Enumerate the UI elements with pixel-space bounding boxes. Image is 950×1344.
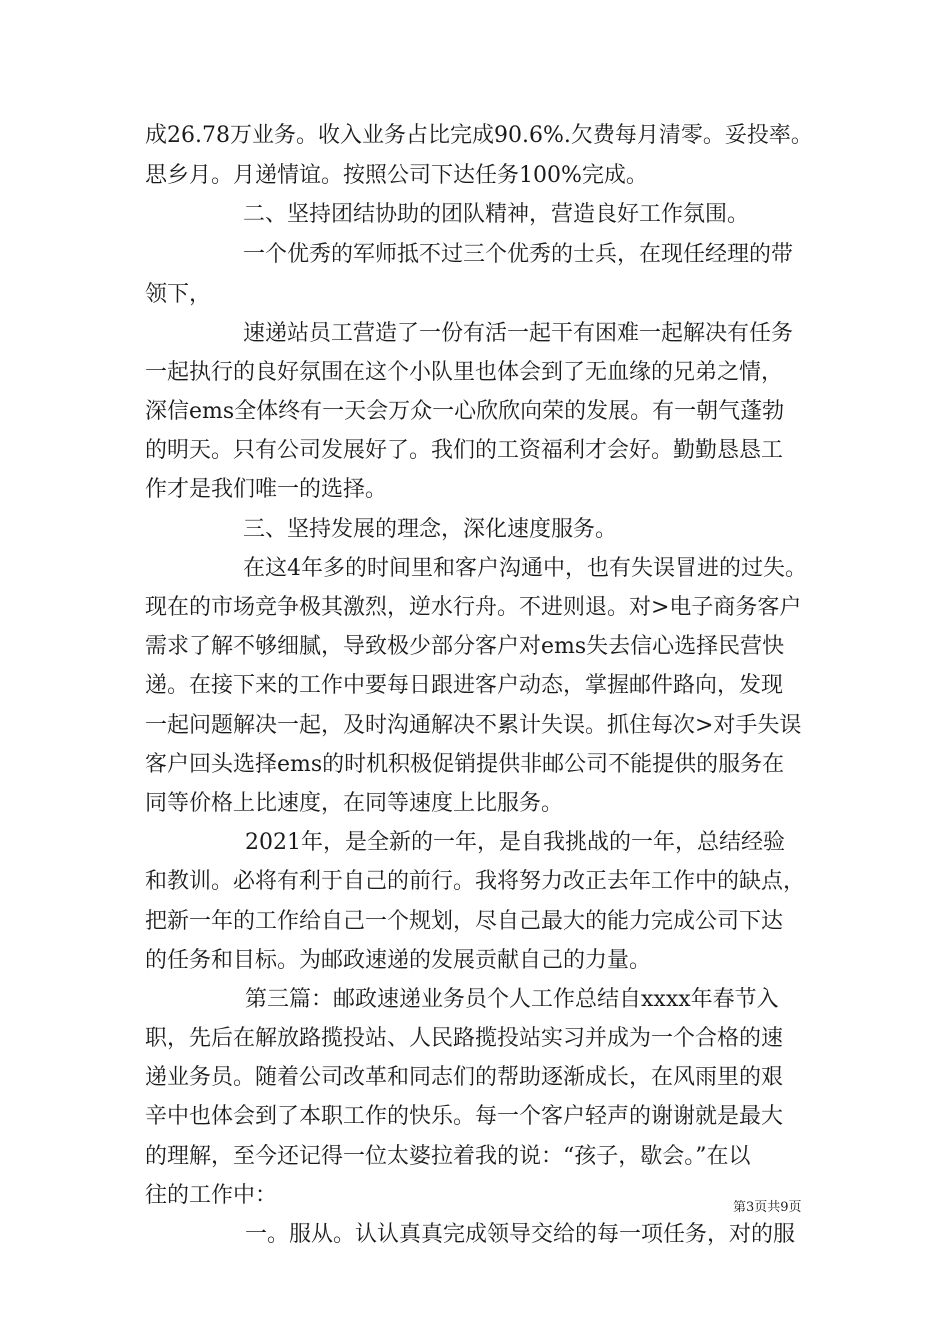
text-line-13: 现在的市场竞争极其激烈，逆水行舟。不进则退。对>电子商务客户 bbox=[145, 595, 802, 620]
text-line-8: 深信ems全体终有一天会万众一心欣欣向荣的发展。有一朝气蓬勃 bbox=[145, 399, 785, 424]
text-line-5: 领下， bbox=[145, 282, 212, 307]
text-line-26: 辛中也体会到了本职工作的快乐。每一个客户轻声的谢谢就是最大 bbox=[145, 1104, 784, 1129]
text-line-6: 速递站员工营造了一份有活一起干有困难一起解决有任务 bbox=[243, 321, 794, 346]
text-line-1: 成26.78万业务。收入业务占比完成90.6%.欠费每月清零。妥投率。 bbox=[145, 123, 813, 148]
page-number-footer: 第3页共9页 bbox=[733, 1200, 802, 1215]
text-line-18: 同等价格上比速度，在同等速度上比服务。 bbox=[145, 791, 564, 816]
text-line-25: 递业务员。随着公司改革和同志们的帮助逐渐成长，在风雨里的艰 bbox=[145, 1065, 784, 1090]
text-line-24: 职，先后在解放路揽投站、人民路揽投站实习并成为一个合格的速 bbox=[145, 1026, 784, 1051]
text-line-21: 把新一年的工作给自己一个规划，尽自己最大的能力完成公司下达 bbox=[145, 909, 784, 934]
text-line-14: 需求了解不够细腻，导致极少部分客户对ems失去信心选择民营快 bbox=[145, 634, 785, 659]
text-line-22: 的任务和目标。为邮政速递的发展贡献自己的力量。 bbox=[145, 948, 652, 973]
text-line-29: 一。服从。认认真真完成领导交给的每一项任务，对的服 bbox=[245, 1222, 796, 1247]
text-line-2: 思乡月。月递情谊。按照公司下达任务100%完成。 bbox=[145, 163, 648, 188]
text-line-4: 一个优秀的军师抵不过三个优秀的士兵，在现任经理的带 bbox=[243, 242, 794, 267]
text-line-15: 递。在接下来的工作中要每日跟进客户动态，掌握邮件路向，发现 bbox=[145, 673, 784, 698]
text-line-9: 的明天。只有公司发展好了。我们的工资福利才会好。勤勤恳恳工 bbox=[145, 438, 784, 463]
text-line-28: 往的工作中： bbox=[145, 1183, 278, 1208]
section-heading-part3: 第三篇：邮政速递业务员个人工作总结自xxxx年春节入 bbox=[245, 987, 779, 1012]
section-heading-2: 二、坚持团结协助的团队精神，营造良好工作氛围。 bbox=[243, 202, 750, 227]
text-line-17: 客户回头选择ems的时机积极促销提供非邮公司不能提供的服务在 bbox=[145, 752, 785, 777]
text-line-10: 作才是我们唯一的选择。 bbox=[145, 477, 388, 502]
text-line-12: 在这4年多的时间里和客户沟通中，也有失误冒进的过失。 bbox=[243, 556, 807, 581]
text-line-19: 2021年，是全新的一年，是自我挑战的一年，总结经验 bbox=[245, 830, 785, 855]
text-line-7: 一起执行的良好氛围在这个小队里也体会到了无血缘的兄弟之情， bbox=[145, 360, 784, 385]
text-line-16: 一起问题解决一起，及时沟通解决不累计失误。抓住每次>对手失误 bbox=[145, 713, 802, 738]
section-heading-3: 三、坚持发展的理念，深化速度服务。 bbox=[243, 517, 618, 542]
text-line-27: 的理解，至今还记得一位太婆拉着我的说：“孩子，歇会。”在以 bbox=[145, 1144, 751, 1169]
text-line-20: 和教训。必将有利于自己的前行。我将努力改正去年工作中的缺点， bbox=[145, 869, 806, 894]
